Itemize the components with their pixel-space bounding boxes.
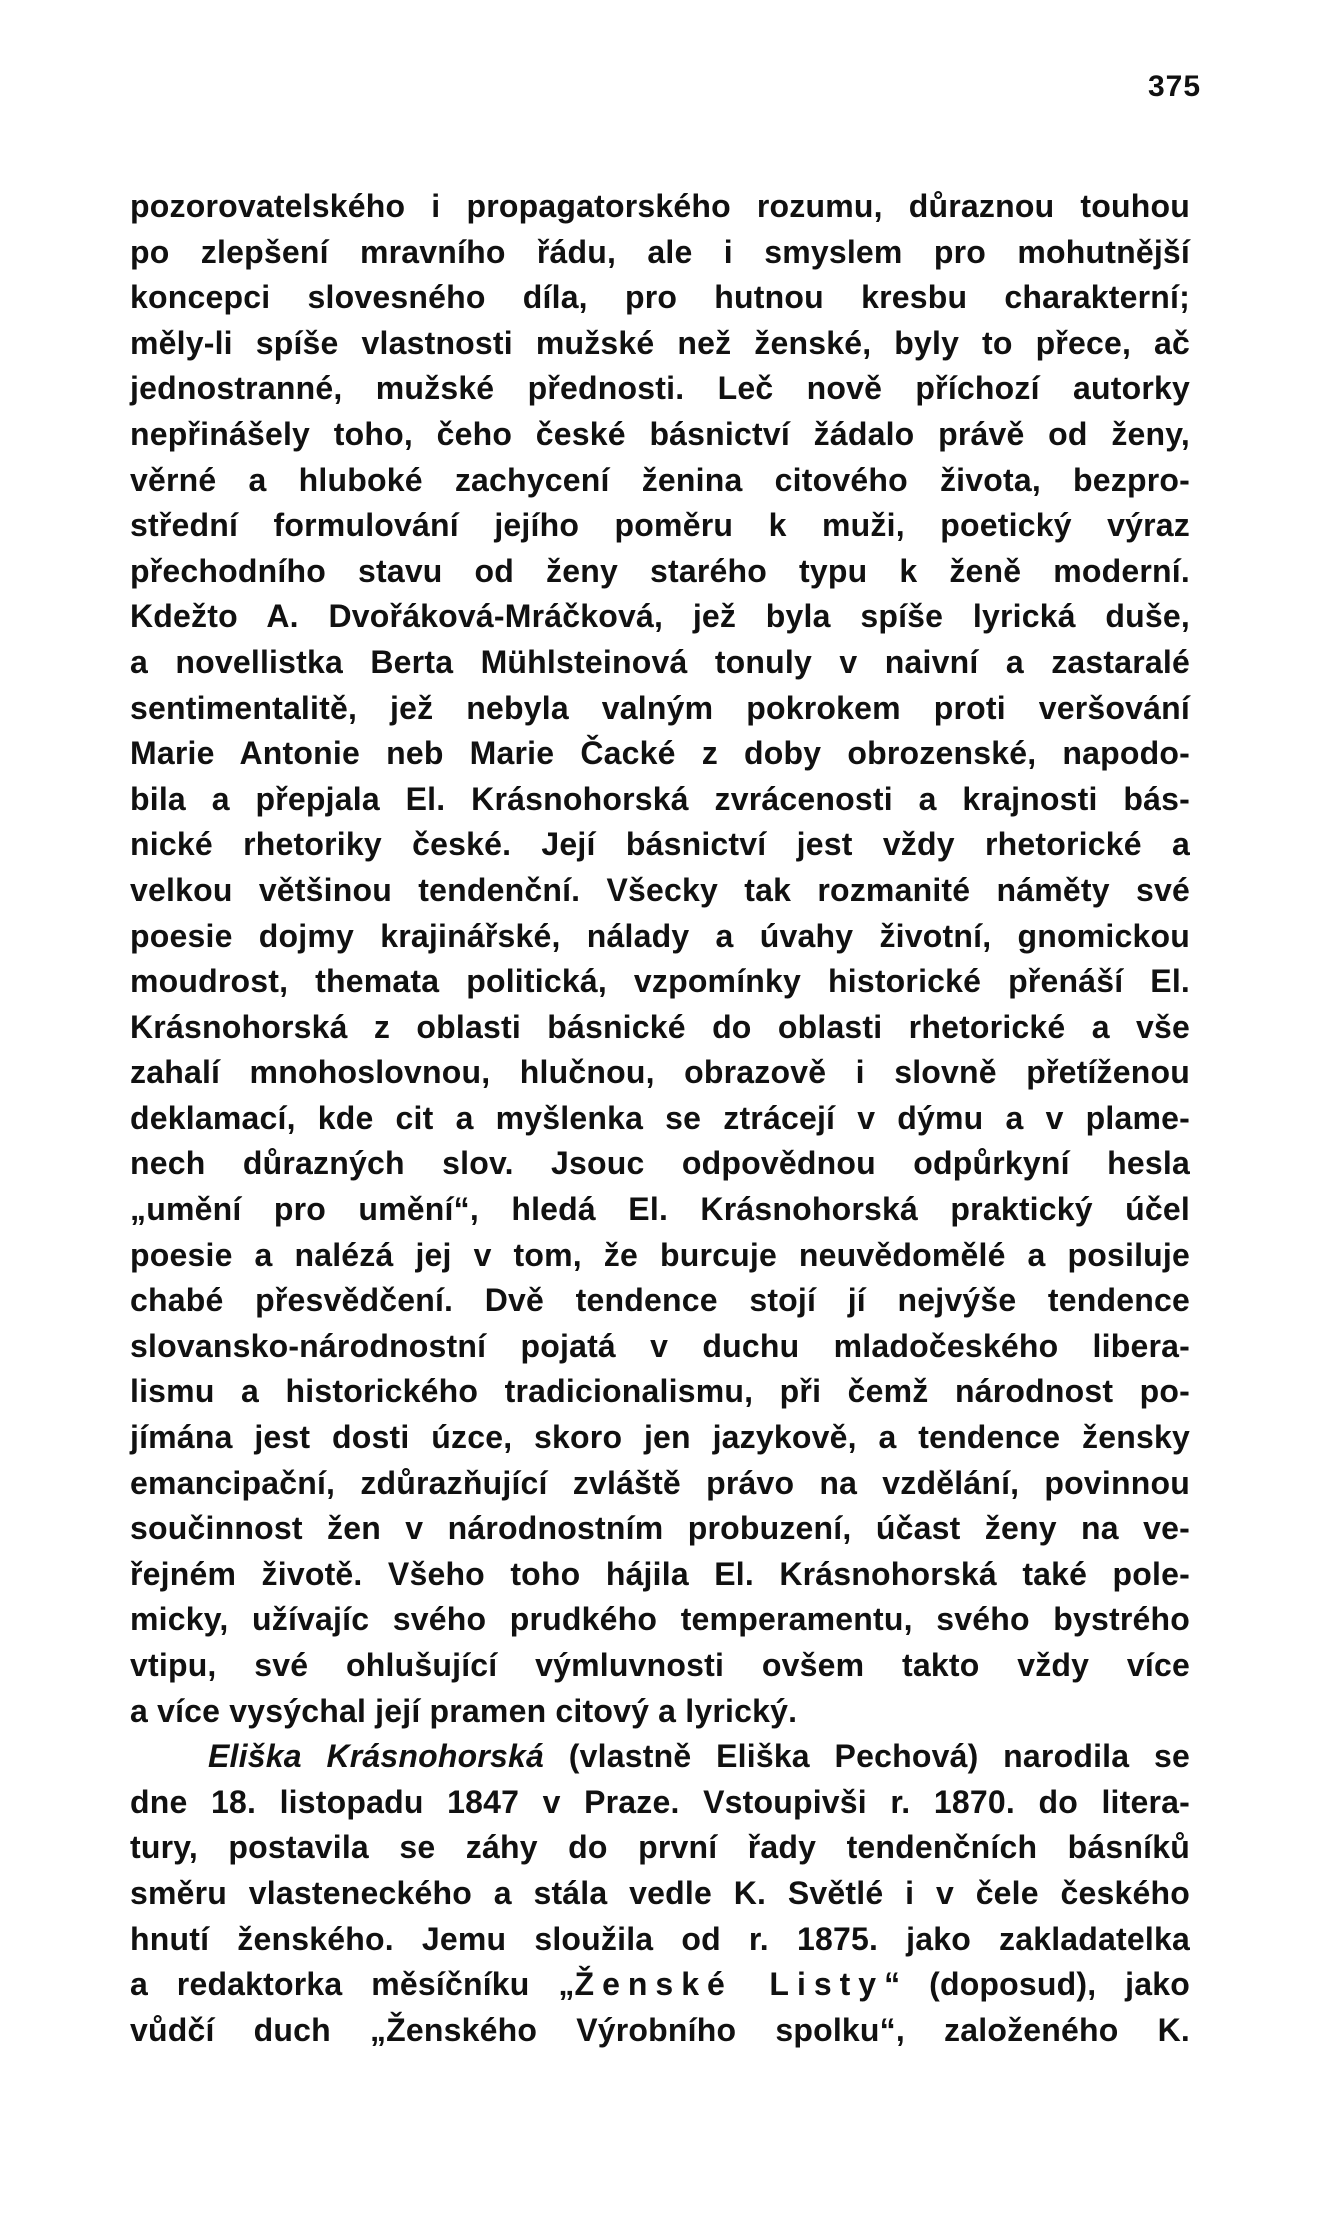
journal-title: Ženské Listy: [574, 1966, 885, 2003]
text-line: po zlepšení mravního řádu, ale i smyslem pro mohutnější: [130, 233, 1190, 270]
text-line: a novellistka Berta Mühlsteinová tonuly v naivní a zastaralé: [130, 643, 1190, 680]
text-line: a více vysýchal její pramen citový a lyrický.: [130, 1692, 798, 1729]
text-line: koncepci slovesného díla, pro hutnou kresbu charakterní;: [130, 279, 1190, 316]
text-line: součinnost žen v národnostním probuzení, účast ženy na ve-: [130, 1510, 1190, 1547]
paragraph-2: [130, 1734, 1190, 2053]
text-line: poesie a nalézá jej v tom, že burcuje neuvědomělé a posiluje: [130, 1236, 1190, 1273]
text-line: nepřinášely toho, čeho české básnictví žádalo právě od ženy,: [130, 415, 1190, 452]
text-line: tury, postavila se záhy do první řady tendenčních básníků: [130, 1829, 1190, 1866]
text-line: směru vlasteneckého a stála vedle K. Světlé i v čele českého: [130, 1874, 1190, 1911]
text-line: zahalí mnohoslovnou, hlučnou, obrazově i slovně přetíženou: [130, 1054, 1190, 1091]
text-line: jednostranné, mužské přednosti. Leč nově příchozí autorky: [130, 370, 1190, 407]
text-line: vůdčí duch „Ženského Výrobního spolku“, založeného K.: [130, 2011, 1190, 2048]
text-line: Marie Antonie neb Marie Čacké z doby obrozenské, napodo-: [130, 735, 1190, 772]
text-line: Krásnohorská z oblasti básnické do oblasti rhetorické a vše: [130, 1008, 1190, 1045]
text-line: „umění pro umění“, hledá El. Krásnohorská praktický účel: [130, 1191, 1190, 1228]
text-line: Kdežto A. Dvořáková-Mráčková, jež byla spíše lyrická duše,: [130, 598, 1190, 635]
text-line: lismu a historického tradicionalismu, při čemž národnost po-: [130, 1373, 1190, 1410]
text-line: pozorovatelského i propagatorského rozumu, důraznou touhou: [130, 188, 1190, 224]
text-line: poesie dojmy krajinářské, nálady a úvahy životní, gnomickou: [130, 917, 1190, 954]
text-line: vtipu, své ohlušující výmluvnosti ovšem takto vždy více: [130, 1647, 1190, 1683]
text-line: střední formulování jejího poměru k muži, poetický výraz: [130, 507, 1190, 544]
body-text: [130, 184, 1190, 2053]
text-line: slovansko-národnostní pojatá v duchu mladočeského libera-: [130, 1327, 1190, 1364]
text-line: nech důrazných slov. Jsouc odpovědnou odpůrkyní hesla: [130, 1145, 1190, 1182]
text-line: dne 18. listopadu 1847 v Praze. Vstoupivši r. 1870. do litera-: [130, 1783, 1190, 1820]
text-line: měly-li spíše vlastnosti mužské než ženské, byly to přece, ač: [130, 324, 1190, 361]
line-text: a redaktorka měsíčníku „: [130, 1966, 575, 2003]
text-line: přechodního stavu od ženy starého typu k ženě moderní.: [130, 552, 1190, 589]
author-name: Eliška Krásnohorská: [208, 1738, 545, 1775]
text-line: řejném životě. Všeho toho hájila El. Krásnohorská také pole-: [130, 1555, 1190, 1592]
text-line: deklamací, kde cit a myšlenka se ztrácejí v dýmu a v plame-: [130, 1099, 1190, 1136]
text-line: nické rhetoriky české. Její básnictví jest vždy rhetorické a: [130, 826, 1190, 863]
text-line: moudrost, themata politická, vzpomínky historické přenáší El.: [130, 963, 1190, 1000]
page-number: 375: [1148, 70, 1202, 103]
line-text: (vlastně Eliška Pechová) narodila se: [544, 1738, 1190, 1775]
text-line: jímána jest dosti úzce, skoro jen jazykově, a tendence žensky: [130, 1419, 1190, 1456]
text-line: [130, 1734, 1190, 1780]
text-line: chabé přesvědčení. Dvě tendence stojí jí nejvýše tendence: [130, 1282, 1190, 1319]
line-text: “ (doposud), jako: [884, 1966, 1190, 2003]
paragraph-1: [130, 184, 1190, 1734]
text-line: emancipační, zdůrazňující zvláště právo na vzdělání, povinnou: [130, 1464, 1190, 1501]
text-line: micky, užívajíc svého prudkého temperamentu, svého bystrého: [130, 1601, 1190, 1638]
text-line: věrné a hluboké zachycení ženina citového života, bezpro-: [130, 461, 1190, 498]
text-line: hnutí ženského. Jemu sloužila od r. 1875. jako zakladatelka: [130, 1920, 1190, 1957]
text-line: bila a přepjala El. Krásnohorská zvrácenosti a krajnosti bás-: [130, 780, 1190, 817]
text-line: sentimentalitě, jež nebyla valným pokrokem proti veršování: [130, 689, 1190, 726]
text-line: velkou většinou tendenční. Všecky tak rozmanité náměty své: [130, 871, 1190, 908]
text-line: [130, 1962, 1190, 2008]
